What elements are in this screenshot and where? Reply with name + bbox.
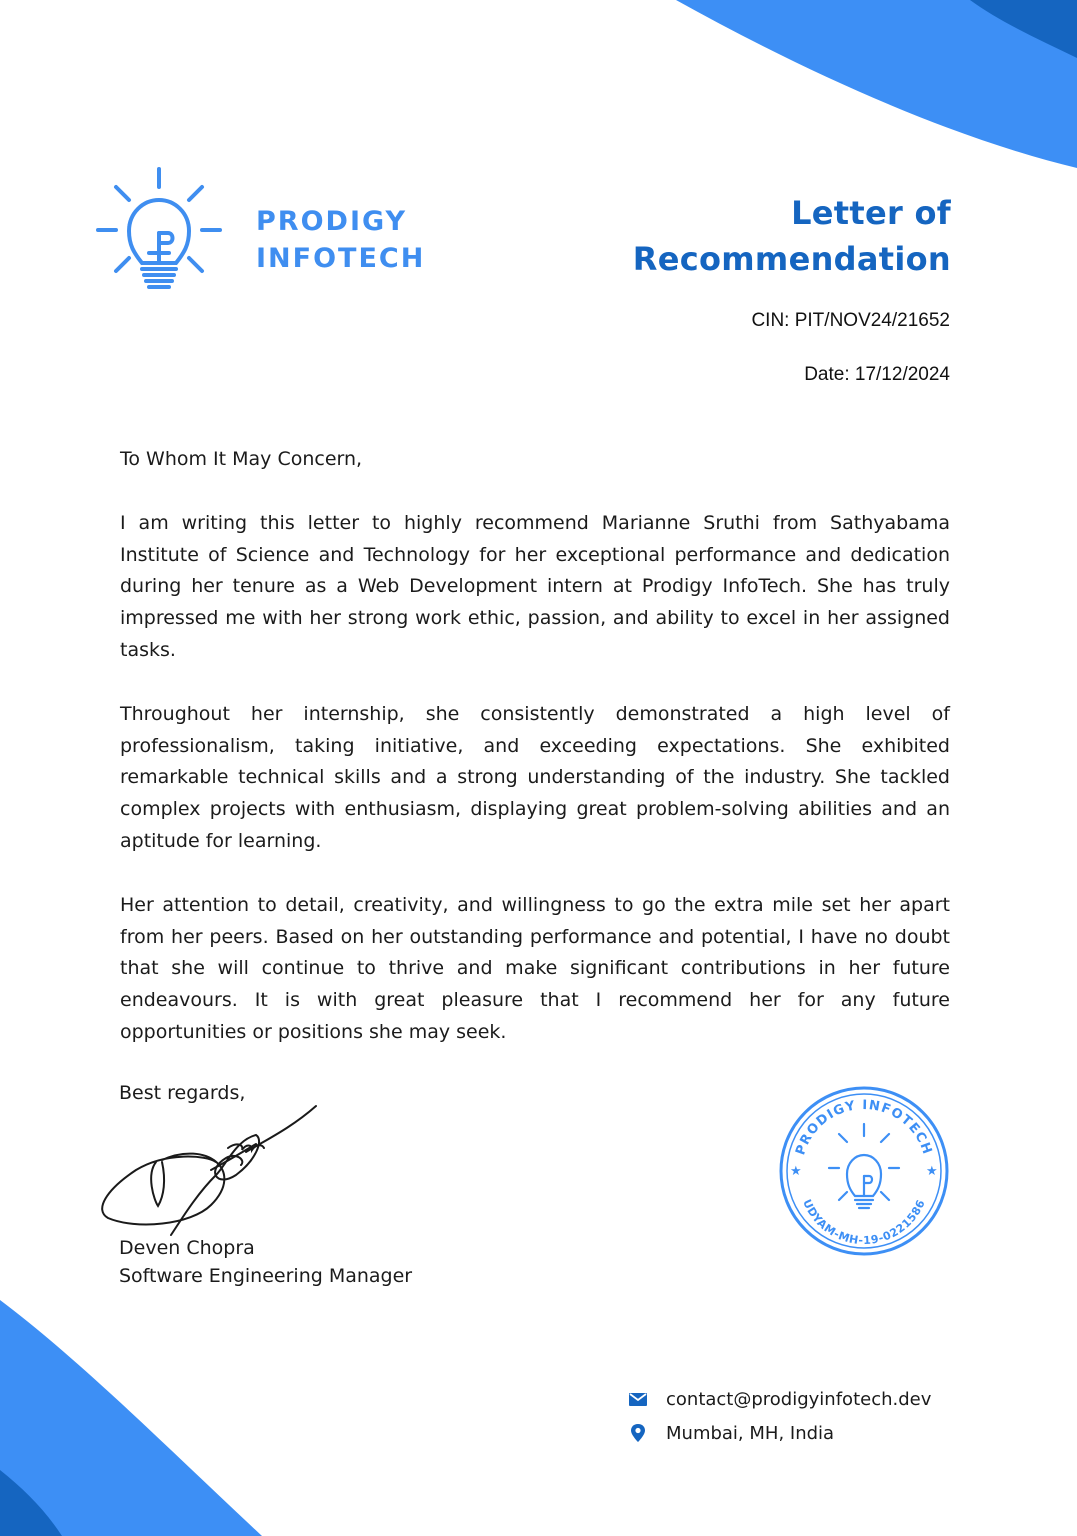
salutation: To Whom It May Concern,: [120, 448, 363, 470]
envelope-icon: [627, 1388, 649, 1410]
bottom-left-swoosh-dark: [0, 1470, 62, 1536]
bottom-left-swoosh: [0, 1300, 262, 1536]
top-right-swoosh-dark: [970, 0, 1077, 58]
stamp-star-left: ★: [790, 1164, 802, 1179]
stamp-star-right: ★: [926, 1164, 938, 1179]
company-name-line1: PRODIGY: [256, 206, 408, 237]
handwritten-signature: [96, 1100, 326, 1240]
stamp-top-text: PRODIGY INFOTECH: [793, 1097, 935, 1158]
lightbulb-logo-icon: [92, 165, 224, 300]
contact-email[interactable]: contact@prodigyinfotech.dev: [666, 1388, 932, 1410]
signer-block: [119, 1234, 412, 1290]
signer-title: Software Engineering Manager: [119, 1265, 413, 1287]
stamp-bottom-text: UDYAM-MH-19-0221586: [800, 1197, 928, 1248]
contact-location-row: [627, 1422, 834, 1444]
letter-date: Date: 17/12/2024: [804, 364, 950, 385]
document-title-line1: Letter of: [791, 194, 951, 232]
top-right-swoosh: [676, 0, 1077, 168]
map-pin-icon: [627, 1422, 649, 1444]
company-stamp: [777, 1084, 951, 1258]
document-title-line2: Recommendation: [632, 240, 951, 278]
letter-body: [120, 444, 950, 1081]
cin-number: CIN: PIT/NOV24/21652: [751, 310, 950, 331]
paragraph-2: Throughout her internship, she consistently demonstrated a high level of professionalism, taking initiative, and exceeding expectations. She exhibited remarkable technical skills and a strong understanding of the industry. She tackled complex projects with enthusiasm, displaying great problem-solving abilities and an aptitude for learning.: [120, 702, 950, 852]
signer-name: Deven Chopra: [119, 1237, 255, 1259]
paragraph-3: Her attention to detail, creativity, and willingness to go the extra mile set her apart from her peers. Based on her outstanding performance and potential, I have no doubt that she will continue to thrive and make significant contributions in her future endeavours. It is with great pleasure that I recommend her for any future opportunities or positions she may seek.: [120, 893, 950, 1043]
contact-email-row: [627, 1388, 931, 1410]
contact-location: Mumbai, MH, India: [666, 1422, 835, 1444]
paragraph-1: I am writing this letter to highly recommend Marianne Sruthi from Sathyabama Institute of Science and Technology for her exceptional performance and dedication during her tenure as a Web Development intern at Prodigy InfoTech. She has truly impressed me with her strong work ethic, passion, and ability to excel in her assigned tasks.: [120, 511, 950, 661]
closing: Best regards,: [119, 1082, 246, 1104]
document-title: [633, 190, 951, 282]
company-name-line2: INFOTECH: [256, 243, 426, 274]
stamp-lightbulb-icon: [829, 1124, 899, 1208]
company-name: [256, 203, 425, 277]
